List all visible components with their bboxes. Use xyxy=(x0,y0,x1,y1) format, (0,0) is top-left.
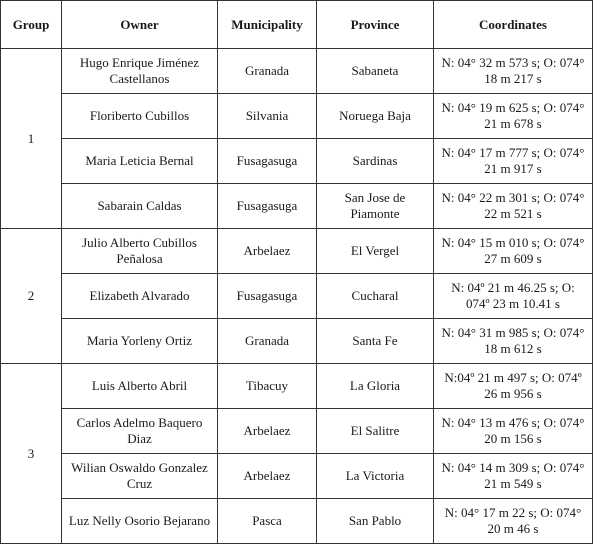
municipality-cell: Silvania xyxy=(218,94,317,139)
coordinates-cell: N: 04° 32 m 573 s; O: 074° 18 m 217 s xyxy=(434,49,593,94)
owner-cell: Sabarain Caldas xyxy=(62,184,218,229)
municipality-cell: Arbelaez xyxy=(218,229,317,274)
municipality-cell: Pasca xyxy=(218,499,317,544)
header-row xyxy=(1,1,593,49)
owner-cell: Floriberto Cubillos xyxy=(62,94,218,139)
municipality-cell: Arbelaez xyxy=(218,454,317,499)
province-cell: La Gloria xyxy=(317,364,434,409)
province-cell: Sardinas xyxy=(317,139,434,184)
owner-cell: Julio Alberto Cubillos Peñalosa xyxy=(62,229,218,274)
coordinates-cell: N: 04° 22 m 301 s; O: 074° 22 m 521 s xyxy=(434,184,593,229)
municipality-cell: Fusagasuga xyxy=(218,274,317,319)
coordinates-cell: N: 04° 15 m 010 s; O: 074° 27 m 609 s xyxy=(434,229,593,274)
table-row xyxy=(1,139,593,184)
header-province: Province xyxy=(317,1,434,49)
province-cell: San Jose de Piamonte xyxy=(317,184,434,229)
province-cell: La Victoria xyxy=(317,454,434,499)
municipality-cell: Tibacuy xyxy=(218,364,317,409)
table-row xyxy=(1,49,593,94)
header-owner: Owner xyxy=(62,1,218,49)
coordinates-cell: N: 04° 19 m 625 s; O: 074° 21 m 678 s xyxy=(434,94,593,139)
province-cell: El Vergel xyxy=(317,229,434,274)
owner-cell: Maria Leticia Bernal xyxy=(62,139,218,184)
table-row xyxy=(1,499,593,544)
municipality-cell: Arbelaez xyxy=(218,409,317,454)
header-municipality: Municipality xyxy=(218,1,317,49)
province-cell: San Pablo xyxy=(317,499,434,544)
table-row xyxy=(1,409,593,454)
coordinates-cell: N: 04° 31 m 985 s; O: 074° 18 m 612 s xyxy=(434,319,593,364)
owner-cell: Elizabeth Alvarado xyxy=(62,274,218,319)
table-row xyxy=(1,319,593,364)
coordinates-cell: N: 04º 21 m 46.25 s; O: 074º 23 m 10.41 s xyxy=(434,274,593,319)
table-row xyxy=(1,454,593,499)
owner-cell: Maria Yorleny Ortiz xyxy=(62,319,218,364)
coordinates-cell: N:04º 21 m 497 s; O: 074º 26 m 956 s xyxy=(434,364,593,409)
table-row xyxy=(1,274,593,319)
table-row xyxy=(1,184,593,229)
coordinates-cell: N: 04° 13 m 476 s; O: 074° 20 m 156 s xyxy=(434,409,593,454)
province-cell: Noruega Baja xyxy=(317,94,434,139)
group-cell: 3 xyxy=(1,364,62,544)
province-cell: Santa Fe xyxy=(317,319,434,364)
owner-cell: Wilian Oswaldo Gonzalez Cruz xyxy=(62,454,218,499)
owner-cell: Hugo Enrique Jiménez Castellanos xyxy=(62,49,218,94)
group-cell: 1 xyxy=(1,49,62,229)
coordinates-cell: N: 04° 14 m 309 s; O: 074° 21 m 549 s xyxy=(434,454,593,499)
table-row xyxy=(1,364,593,409)
owner-cell: Luz Nelly Osorio Bejarano xyxy=(62,499,218,544)
municipality-cell: Fusagasuga xyxy=(218,139,317,184)
coordinates-cell: N: 04° 17 m 22 s; O: 074° 20 m 46 s xyxy=(434,499,593,544)
group-cell: 2 xyxy=(1,229,62,364)
owner-cell: Luis Alberto Abril xyxy=(62,364,218,409)
municipality-cell: Granada xyxy=(218,319,317,364)
municipality-cell: Fusagasuga xyxy=(218,184,317,229)
province-cell: Sabaneta xyxy=(317,49,434,94)
province-cell: Cucharal xyxy=(317,274,434,319)
header-coordinates: Coordinates xyxy=(434,1,593,49)
coordinates-cell: N: 04° 17 m 777 s; O: 074° 21 m 917 s xyxy=(434,139,593,184)
table-row xyxy=(1,94,593,139)
municipality-cell: Granada xyxy=(218,49,317,94)
table-row xyxy=(1,229,593,274)
header-group: Group xyxy=(1,1,62,49)
owner-cell: Carlos Adelmo Baquero Diaz xyxy=(62,409,218,454)
province-cell: El Salitre xyxy=(317,409,434,454)
